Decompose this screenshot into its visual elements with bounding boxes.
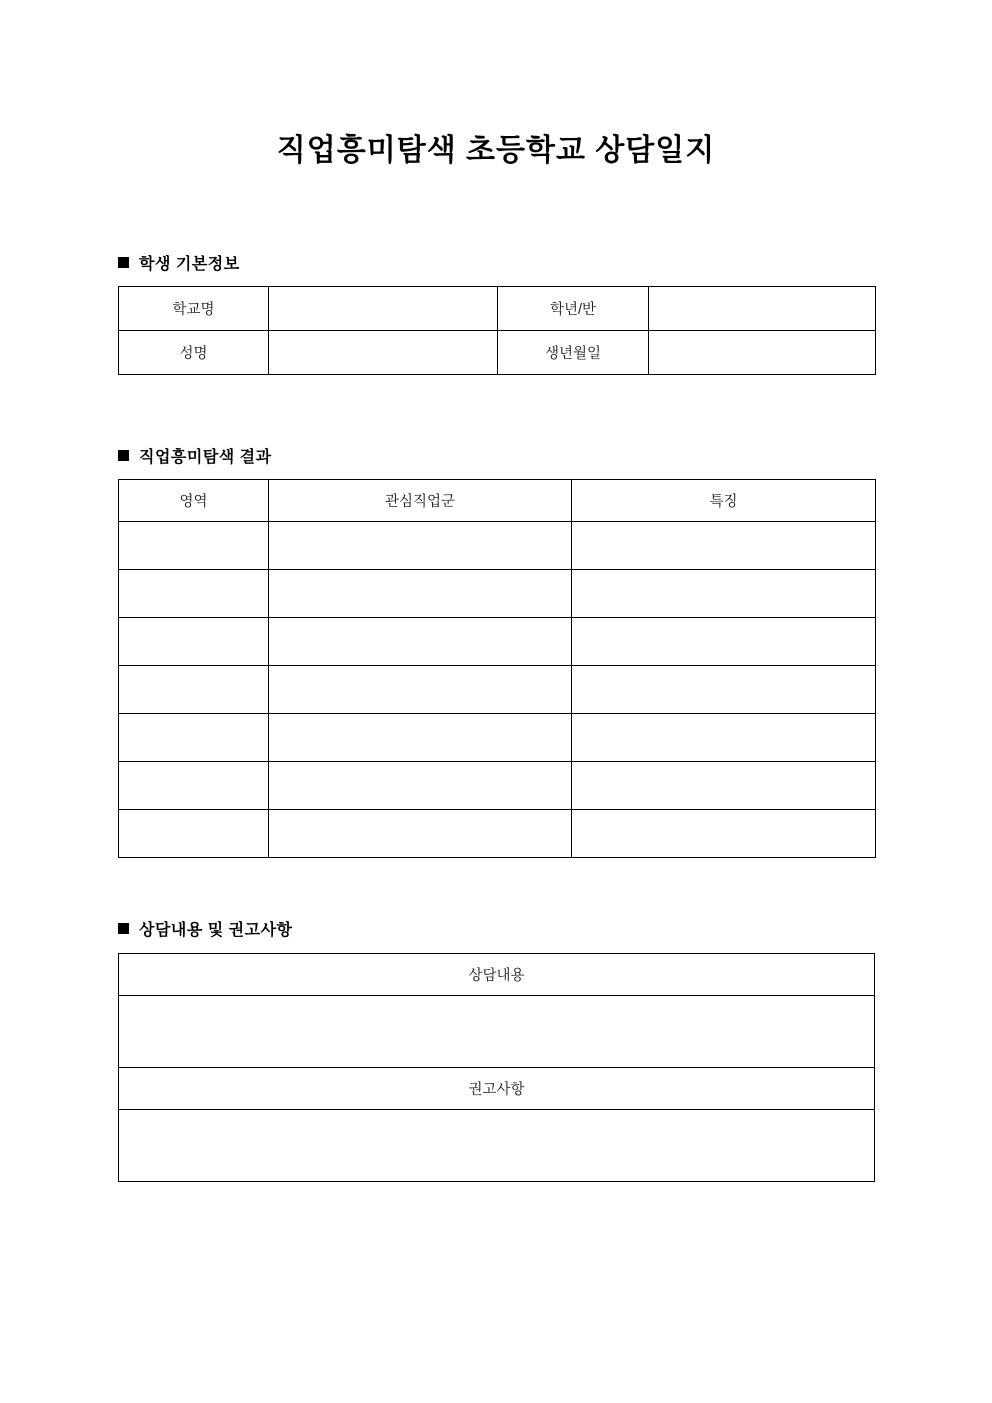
- cell-feature[interactable]: [572, 522, 876, 570]
- table-row: [119, 618, 876, 666]
- table-row: [119, 522, 876, 570]
- cell-area[interactable]: [119, 618, 269, 666]
- column-header-area: 영역: [119, 480, 269, 522]
- field-student-name[interactable]: [269, 331, 498, 375]
- label-student-name: 성명: [119, 331, 269, 375]
- interest-result-table: [118, 479, 876, 858]
- cell-feature[interactable]: [572, 714, 876, 762]
- field-counsel-content[interactable]: [119, 996, 875, 1068]
- cell-area[interactable]: [119, 522, 269, 570]
- cell-area[interactable]: [119, 570, 269, 618]
- cell-feature[interactable]: [572, 666, 876, 714]
- cell-feature[interactable]: [572, 618, 876, 666]
- page-title: 직업흥미탐색 초등학교 상담일지: [276, 134, 716, 167]
- column-header-recommendation: 권고사항: [119, 1068, 875, 1110]
- table-row: [119, 1110, 875, 1182]
- column-header-job-group: 관심직업군: [269, 480, 572, 522]
- column-header-feature: 특징: [572, 480, 876, 522]
- table-row: [119, 810, 876, 858]
- basic-info-table: [118, 286, 876, 375]
- counsel-table: [118, 953, 875, 1182]
- field-school-name[interactable]: [269, 287, 498, 331]
- field-recommendation[interactable]: [119, 1110, 875, 1182]
- cell-feature[interactable]: [572, 762, 876, 810]
- cell-area[interactable]: [119, 714, 269, 762]
- label-school-name: 학교명: [119, 287, 269, 331]
- cell-area[interactable]: [119, 762, 269, 810]
- table-header-row: [119, 1068, 875, 1110]
- square-bullet-icon: [118, 450, 129, 461]
- cell-feature[interactable]: [572, 810, 876, 858]
- cell-area[interactable]: [119, 810, 269, 858]
- section-heading-interest-result: [118, 444, 272, 467]
- section-heading-counsel-label: 상담내용 및 권고사항: [139, 922, 293, 939]
- cell-job-group[interactable]: [269, 762, 572, 810]
- table-row: [119, 570, 876, 618]
- label-grade-class: 학년/반: [498, 287, 649, 331]
- section-heading-counsel: [118, 917, 293, 940]
- cell-job-group[interactable]: [269, 810, 572, 858]
- field-birth-date[interactable]: [649, 331, 876, 375]
- table-row: [119, 996, 875, 1068]
- table-row: [119, 287, 876, 331]
- cell-area[interactable]: [119, 666, 269, 714]
- cell-job-group[interactable]: [269, 714, 572, 762]
- cell-job-group[interactable]: [269, 570, 572, 618]
- table-row: [119, 666, 876, 714]
- square-bullet-icon: [118, 257, 129, 268]
- label-birth-date: 생년월일: [498, 331, 649, 375]
- cell-job-group[interactable]: [269, 618, 572, 666]
- section-heading-interest-result-label: 직업흥미탐색 결과: [139, 449, 272, 466]
- cell-job-group[interactable]: [269, 522, 572, 570]
- cell-job-group[interactable]: [269, 666, 572, 714]
- table-header-row: [119, 954, 875, 996]
- cell-feature[interactable]: [572, 570, 876, 618]
- square-bullet-icon: [118, 923, 129, 934]
- table-header-row: [119, 480, 876, 522]
- table-row: [119, 714, 876, 762]
- section-heading-basic-info-label: 학생 기본정보: [139, 256, 240, 273]
- field-grade-class[interactable]: [649, 287, 876, 331]
- column-header-counsel-content: 상담내용: [119, 954, 875, 996]
- section-heading-basic-info: [118, 251, 240, 274]
- table-row: [119, 331, 876, 375]
- table-row: [119, 762, 876, 810]
